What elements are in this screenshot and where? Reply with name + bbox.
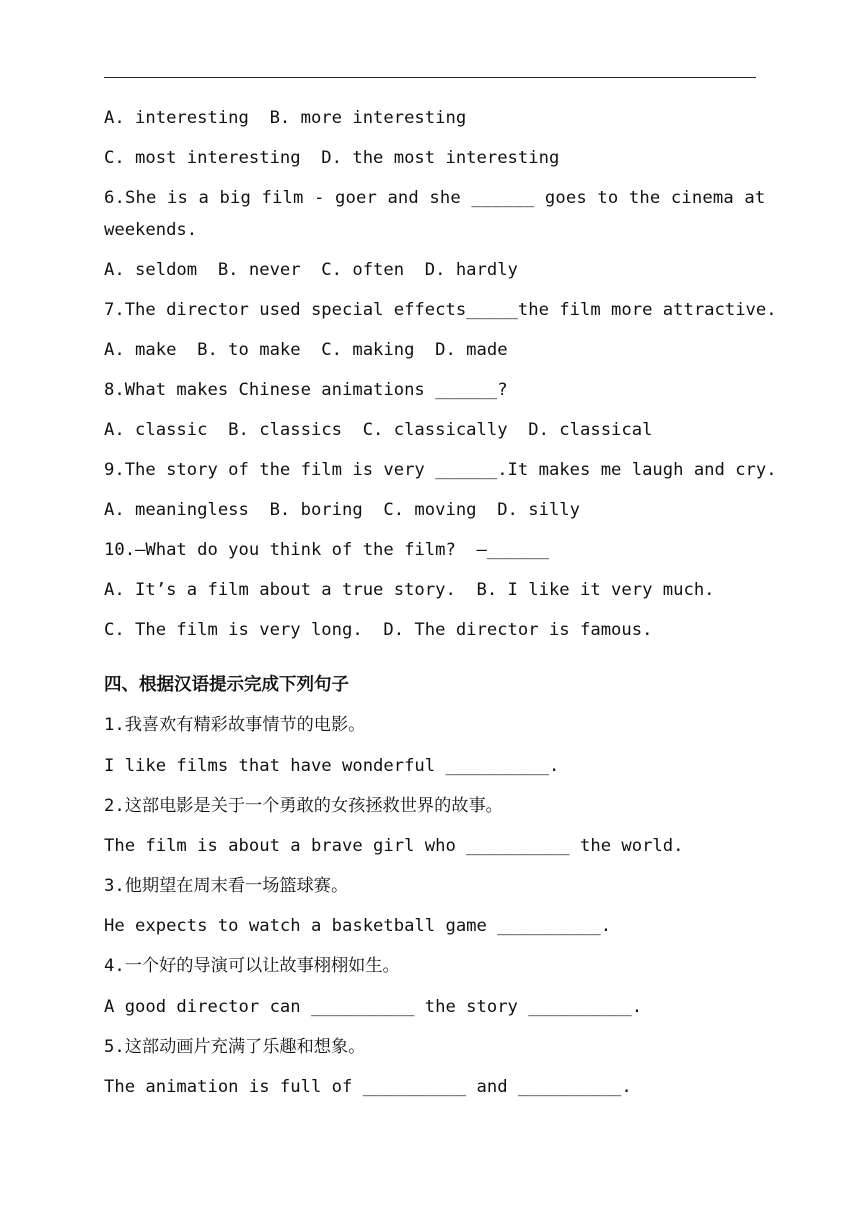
item4-chinese: 4.一个好的导演可以让故事栩栩如生。 [104, 956, 400, 976]
item5-english: The animation is full of __________ and __________. [104, 1077, 632, 1097]
q7-stem: 7.The director used special effects_____the film more attractive. [104, 300, 777, 320]
q6-stem-line2: weekends. [104, 220, 198, 240]
q5-options-line1: A. interesting B. more interesting [104, 108, 467, 128]
item3-chinese: 3.他期望在周末看一场篮球赛。 [104, 876, 349, 896]
item2-english: The film is about a brave girl who __________ the world. [104, 836, 684, 856]
q9-options: A. meaningless B. boring C. moving D. silly [104, 500, 580, 520]
q10-stem: 10.—What do you think of the film? —______ [104, 540, 549, 560]
q9-stem: 9.The story of the film is very ______.It makes me laugh and cry. [104, 460, 777, 480]
item1-english: I like films that have wonderful __________. [104, 756, 560, 776]
section4-heading: 四、根据汉语提示完成下列句子 [104, 675, 349, 695]
q8-stem: 8.What makes Chinese animations ______? [104, 380, 508, 400]
q6-stem-line1: 6.She is a big film - goer and she ______ goes to the cinema at [104, 188, 766, 208]
q8-options: A. classic B. classics C. classically D. classical [104, 420, 653, 440]
item3-english: He expects to watch a basketball game __________. [104, 916, 612, 936]
item5-chinese: 5.这部动画片充满了乐趣和想象。 [104, 1037, 366, 1057]
item1-chinese: 1.我喜欢有精彩故事情节的电影。 [104, 715, 366, 735]
q5-options-line2: C. most interesting D. the most interesting [104, 148, 560, 168]
q7-options: A. make B. to make C. making D. made [104, 340, 508, 360]
q10-options-line1: A. It’s a film about a true story. B. I like it very much. [104, 580, 715, 600]
header-rule [104, 77, 756, 78]
q6-options: A. seldom B. never C. often D. hardly [104, 260, 518, 280]
item2-chinese: 2.这部电影是关于一个勇敢的女孩拯救世界的故事。 [104, 796, 503, 816]
q10-options-line2: C. The film is very long. D. The director is famous. [104, 620, 653, 640]
item4-english: A good director can __________ the story __________. [104, 997, 643, 1017]
